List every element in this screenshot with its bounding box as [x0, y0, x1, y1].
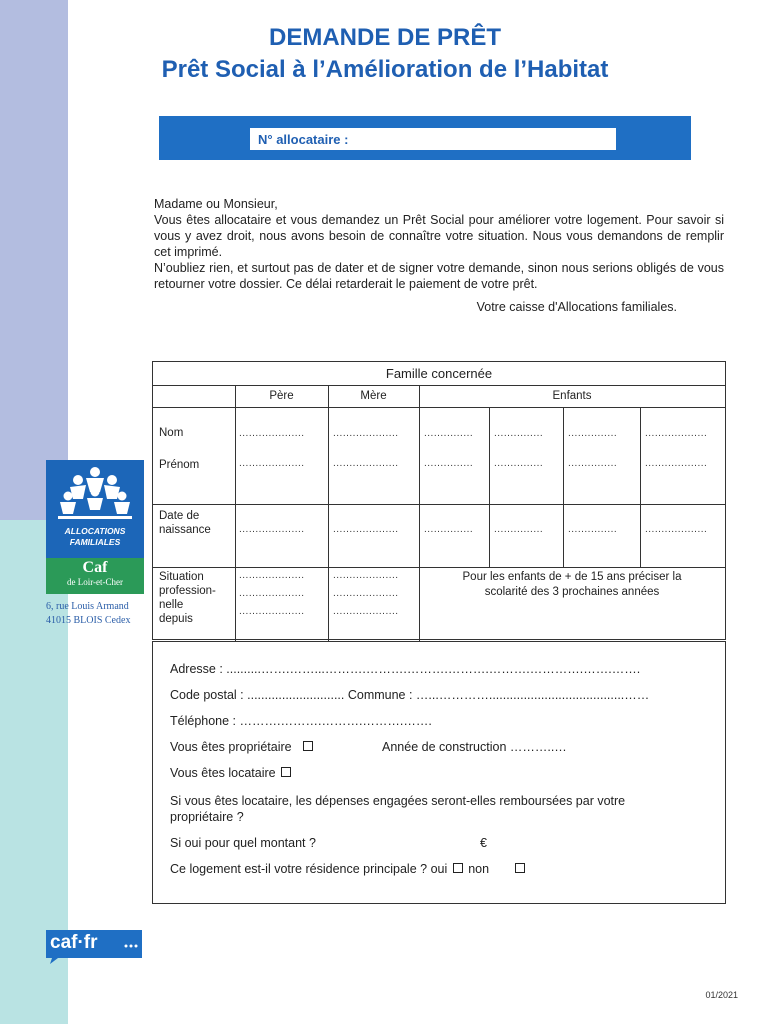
- code-postal-commune-field[interactable]: Code postal : ............................ Commune : …...………….......................................……: [170, 688, 650, 702]
- dots-field[interactable]: ...............: [568, 428, 618, 439]
- intro-text: [154, 196, 724, 315]
- dots-field[interactable]: ....................: [239, 588, 305, 599]
- intro-paragraph-2: N’oubliez rien, et surtout pas de dater et de signer votre demande, sinon nous serions obligés de vous retourner votre dossier. Ce délai retarderait le paiement de votre prêt.: [154, 261, 724, 291]
- divider: [153, 407, 235, 408]
- divider: [153, 567, 725, 568]
- divider: [419, 385, 420, 641]
- famille-title: Famille concernée: [385, 366, 493, 381]
- dots-field[interactable]: ...............: [568, 524, 618, 535]
- col-enfants: Enfants: [552, 390, 592, 402]
- dots-field[interactable]: ....................: [239, 570, 305, 581]
- cafr-logo: [46, 930, 146, 964]
- row-sit-line-1: Situation: [159, 571, 204, 583]
- dots-field[interactable]: ....................: [333, 570, 399, 581]
- dots-field[interactable]: ....................: [333, 588, 399, 599]
- row-nom: Nom: [159, 427, 184, 439]
- dots-field[interactable]: ....................: [239, 428, 305, 439]
- famille-table: [152, 361, 726, 640]
- locataire-label: Vous êtes locataire: [170, 766, 276, 780]
- logo-text-caf: Caf: [82, 559, 108, 576]
- intro-paragraph-1: Vous êtes allocataire et vous demandez un Prêt Social pour améliorer votre logement. Pour savoir si vous y avez droit, nous avons besoin de connaître votre situation. Nous vous demandons de remplir cet imprimé.: [154, 213, 724, 259]
- dots-field[interactable]: ...............: [424, 458, 474, 469]
- allocataire-field[interactable]: [250, 128, 616, 150]
- divider: [153, 385, 725, 386]
- divider: [563, 407, 564, 567]
- divider: [640, 407, 641, 567]
- residence-label: Ce logement est-il votre résidence principale ?: [170, 862, 428, 876]
- row-sit-line-2: profession-: [159, 585, 216, 597]
- row-situation: [159, 570, 216, 626]
- divider: [153, 504, 725, 505]
- row-date-line-1: Date de: [159, 510, 200, 522]
- info-box: [152, 641, 726, 904]
- dots-field[interactable]: ...............: [568, 458, 618, 469]
- address-line-2: 41015 BLOIS Cedex: [46, 615, 131, 626]
- page-title: DEMANDE DE PRÊT: [268, 24, 502, 51]
- caf-address: [46, 600, 146, 628]
- dots-field[interactable]: ...................: [645, 524, 708, 535]
- dots-field[interactable]: ...............: [494, 428, 544, 439]
- allocataire-label: N° allocataire :: [258, 132, 349, 147]
- dots-field[interactable]: ...............: [494, 458, 544, 469]
- dots-field[interactable]: ...............: [424, 428, 474, 439]
- divider: [235, 407, 725, 408]
- col-mere: Mère: [360, 390, 387, 402]
- dots-field[interactable]: ....................: [239, 458, 305, 469]
- caf-logo: [46, 460, 144, 594]
- row-date-line-2: naissance: [159, 524, 211, 536]
- family-figures-icon: [46, 460, 144, 526]
- col-pere: Père: [269, 390, 294, 402]
- page-subtitle: Prêt Social à l’Amélioration de l’Habitat: [161, 56, 609, 83]
- locataire-row: [170, 766, 293, 780]
- divider: [235, 385, 236, 641]
- annee-construction-field[interactable]: Année de construction ………..…: [382, 740, 567, 754]
- montant-label: Si oui pour quel montant ?: [170, 836, 316, 850]
- logo-text-allocations: ALLOCATIONS: [64, 526, 126, 536]
- divider: [328, 385, 329, 641]
- enfants-note-line-2: scolarité des 3 prochaines années: [484, 586, 660, 598]
- dots-field[interactable]: ...................: [645, 458, 708, 469]
- cafr-text: caf·fr: [50, 932, 98, 953]
- dots-field[interactable]: ....................: [239, 606, 305, 617]
- dots-field[interactable]: ....................: [333, 428, 399, 439]
- oui-label: oui: [430, 862, 448, 876]
- intro-signature: Votre caisse d'Allocations familiales.: [476, 300, 677, 314]
- divider: [489, 407, 490, 567]
- dots-field[interactable]: ...............: [424, 524, 474, 535]
- dots-field[interactable]: ....................: [333, 606, 399, 617]
- question-line-1: Si vous êtes locataire, les dépenses engagées seront-elles remboursées par votre: [170, 794, 626, 808]
- row-prenom: Prénom: [159, 459, 200, 471]
- proprietaire-checkbox[interactable]: [303, 741, 313, 751]
- logo-text-location: de Loir-et-Cher: [66, 577, 124, 587]
- question-line-2: propriétaire ?: [170, 810, 244, 824]
- address-line-1: 6, rue Louis Armand: [46, 601, 129, 612]
- euro-symbol: €: [480, 836, 487, 850]
- adresse-field[interactable]: Adresse : ..........…….……...……….……….……….……….……….………….…….…….: [170, 662, 641, 676]
- oui-checkbox[interactable]: [453, 863, 463, 873]
- dots-field[interactable]: ....................: [333, 458, 399, 469]
- proprietaire-label: Vous êtes propriétaire: [170, 740, 292, 754]
- proprietaire-row: [170, 740, 315, 754]
- intro-greeting: Madame ou Monsieur,: [154, 197, 278, 211]
- telephone-field[interactable]: Téléphone : ……….……….……….……….…….: [170, 714, 432, 728]
- non-label: non: [468, 862, 490, 876]
- dots-field[interactable]: ...................: [645, 428, 708, 439]
- row-sit-line-3: nelle: [159, 599, 184, 611]
- remboursement-question: [170, 793, 625, 825]
- residence-row: [170, 862, 527, 876]
- locataire-checkbox[interactable]: [281, 767, 291, 777]
- non-checkbox[interactable]: [515, 863, 525, 873]
- row-sit-line-4: depuis: [159, 613, 193, 625]
- form-date: 01/2021: [705, 990, 738, 1000]
- enfants-note: [419, 570, 725, 600]
- dots-field[interactable]: ...............: [494, 524, 544, 535]
- enfants-note-line-1: Pour les enfants de + de 15 ans préciser la: [462, 571, 682, 583]
- dots-field[interactable]: ....................: [333, 524, 399, 535]
- dots-field[interactable]: ....................: [239, 524, 305, 535]
- row-date-naissance: [159, 509, 211, 537]
- logo-text-familiales: FAMILIALES: [69, 537, 121, 547]
